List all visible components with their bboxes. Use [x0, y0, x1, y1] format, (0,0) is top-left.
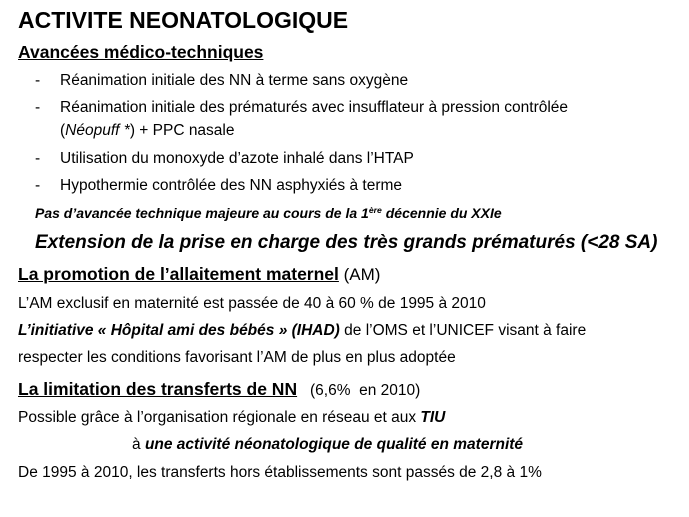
quality-bold: une activité néonatologique de qualité en maternité: [144, 436, 524, 453]
section-heading-breastfeeding: La promotion de l’allaitement maternel: [18, 264, 339, 284]
ihad-line: [18, 323, 586, 339]
respect-conditions-line: respecter les conditions favorisant l’AM de plus en plus adoptée: [18, 349, 456, 366]
bullet-text: Hypothermie contrôlée des NN asphyxiés à terme: [60, 177, 403, 194]
note-text-end: décennie du XXIe: [381, 205, 502, 221]
bullet-text: Utilisation du monoxyde d’azote inhalé dans l’HTAP: [60, 150, 414, 167]
section-heading-advances: Avancées médico-techniques: [18, 42, 264, 62]
bullet-dash: -: [35, 150, 41, 167]
transfers-stat-line: De 1995 à 2010, les transferts hors établissements sont passés de 2,8 à 1%: [18, 464, 542, 481]
ihad-bold: L’initiative « Hôpital ami des bébés » (IHAD): [18, 322, 340, 339]
emphasis-extension: Extension de la prise en charge des très grands prématurés (<28 SA): [35, 232, 658, 253]
bullet-item: [35, 151, 675, 169]
paren-open: (: [60, 122, 66, 139]
section-heading-transfers-row: [18, 381, 420, 399]
bullet-dash: -: [35, 99, 41, 116]
bullet-dash: -: [35, 72, 41, 89]
note-text: Pas d’avancée technique majeure au cours de la 1: [35, 205, 369, 221]
section-heading-breastfeeding-row: [18, 266, 380, 284]
bullet-text: Réanimation initiale des prématurés avec insufflateur à pression contrôlée: [60, 99, 569, 116]
bullet-text: Réanimation initiale des NN à terme sans oxygène: [60, 72, 409, 89]
quality-activity-line: [132, 437, 523, 453]
heading-suffix-am: (AM): [338, 265, 381, 284]
tiu-bold: TIU: [420, 409, 446, 426]
note-no-major-advance: [35, 206, 502, 220]
slide-title: ACTIVITE NEONATOLOGIQUE: [18, 7, 349, 33]
note-superscript: ère: [368, 205, 382, 216]
network-line: [18, 410, 445, 426]
ppc-nasale-text: ) + PPC nasale: [129, 122, 235, 139]
section-heading-transfers: La limitation des transferts de NN: [18, 379, 298, 399]
bullet-item: [35, 100, 675, 118]
bullet-dash: -: [35, 177, 41, 194]
network-plain: Possible grâce à l’organisation régionale en réseau et aux: [18, 409, 421, 426]
ihad-rest: de l’OMS et l’UNICEF visant à faire: [339, 322, 587, 339]
bullet-item: [35, 73, 675, 91]
bullet-item: [35, 178, 675, 196]
bullet-continuation: [60, 123, 235, 139]
quality-plain: à: [132, 436, 145, 453]
neopuff-italic: Néopuff *: [65, 122, 130, 139]
heading-suffix-percent: (6,6% en 2010): [297, 382, 421, 399]
am-exclusive-line: L’AM exclusif en maternité est passée de 40 à 60 % de 1995 à 2010: [18, 295, 486, 312]
